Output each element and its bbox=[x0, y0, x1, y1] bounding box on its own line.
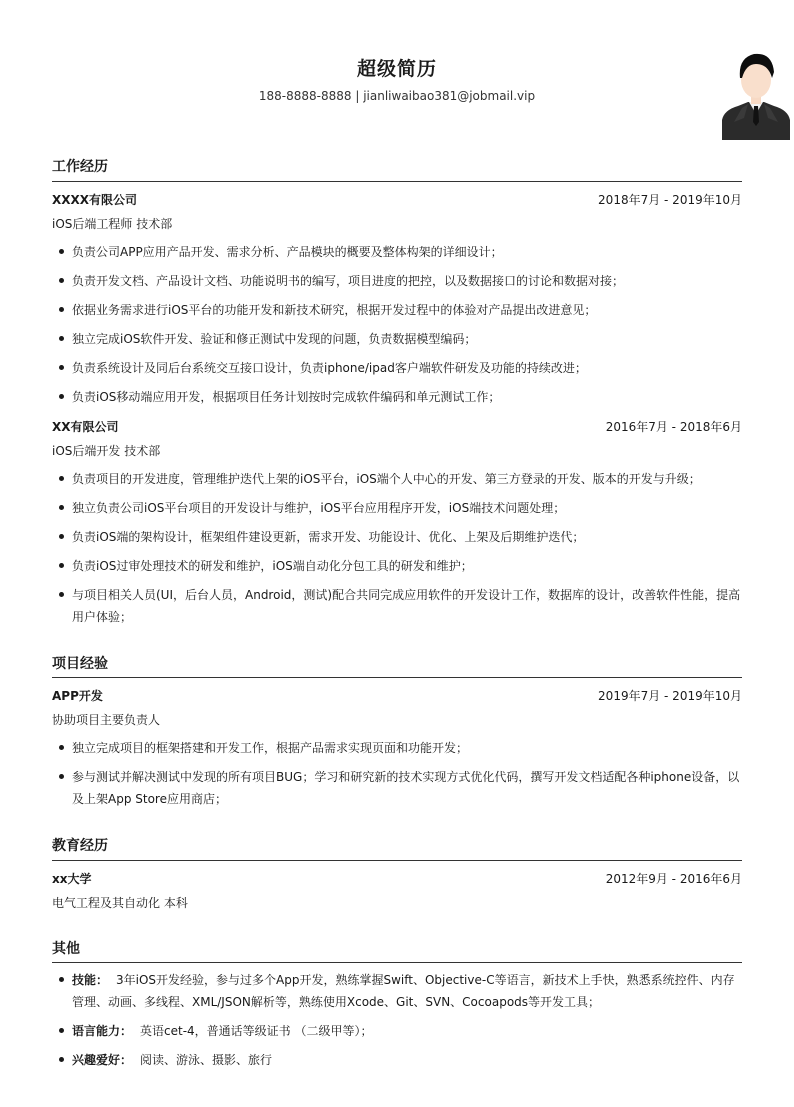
project-role: 协助项目主要负责人 bbox=[52, 713, 161, 727]
section-divider bbox=[52, 860, 742, 861]
list-item: 依据业务需求进行iOS平台的功能开发和新技术研究，根据开发过程中的体验对产品提出改进意见； bbox=[72, 299, 742, 321]
section-title-other: 其他 bbox=[52, 941, 80, 957]
section-divider bbox=[52, 962, 742, 963]
section-title-work: 工作经历 bbox=[52, 159, 108, 175]
item-text: 英语cet-4，普通话等级证书 （二级甲等）； bbox=[140, 1024, 373, 1038]
section-divider bbox=[52, 181, 742, 182]
school-name: xx大学 bbox=[52, 872, 92, 886]
list-item: 独立完成iOS软件开发、验证和修正测试中发现的问题，负责数据模型编码； bbox=[72, 328, 742, 350]
company-name: XX有限公司 bbox=[52, 420, 119, 434]
project-period: 2019年7月 - 2019年10月 bbox=[598, 689, 742, 703]
major-degree: 电气工程及其自动化 本科 bbox=[52, 896, 188, 910]
list-item: 与项目相关人员(UI，后台人员，Android，测试)配合共同完成应用软件的开发设计工作，数据库的设计，改善软件性能，提高用户体验； bbox=[72, 584, 742, 628]
list-item: 负责iOS移动端应用开发，根据项目任务计划按时完成软件编码和单元测试工作； bbox=[72, 386, 742, 408]
job-period: 2018年7月 - 2019年10月 bbox=[598, 193, 742, 207]
list-item: 负责iOS端的架构设计，框架组件建设更新，需求开发、功能设计、优化、上架及后期维护迭代； bbox=[72, 526, 742, 548]
list-item: 独立负责公司iOS平台项目的开发设计与维护，iOS平台应用程序开发，iOS端技术问题处理； bbox=[72, 497, 742, 519]
list-item bbox=[72, 969, 742, 1013]
list-item: 负责iOS过审处理技术的研发和维护，iOS端自动化分包工具的研发和维护； bbox=[72, 555, 742, 577]
list-item: 独立完成项目的框架搭建和开发工作，根据产品需求实现页面和功能开发； bbox=[72, 737, 742, 759]
list-item: 负责系统设计及同后台系统交互接口设计，负责iphone/ipad客户端软件研发及功能的持续改进； bbox=[72, 357, 742, 379]
resume-name: 超级简历 bbox=[356, 58, 437, 80]
company-name: XXXX有限公司 bbox=[52, 193, 138, 207]
list-item bbox=[72, 1049, 742, 1071]
avatar-photo bbox=[722, 48, 790, 140]
list-item: 负责项目的开发进度，管理维护迭代上架的iOS平台，iOS端个人中心的开发、第三方登录的开发、版本的开发与升级； bbox=[72, 468, 742, 490]
section-title-projects: 项目经验 bbox=[52, 656, 108, 672]
job-role: iOS后端开发 技术部 bbox=[52, 444, 161, 458]
job-role: iOS后端工程师 技术部 bbox=[52, 217, 173, 231]
project-name: APP开发 bbox=[52, 689, 103, 703]
item-label: 技能： bbox=[72, 973, 109, 987]
item-label: 兴趣爱好： bbox=[72, 1053, 133, 1067]
item-text: 3年iOS开发经验，参与过多个App开发，熟练掌握Swift、Objective-C等语言，新技术上手快，熟悉系统控件、内存管理、动画、多线程、XML/JSON解析等，熟练使用Xcode、Git、SVN、Cocoapods等开发工具； bbox=[72, 973, 735, 1009]
education-period: 2012年9月 - 2016年6月 bbox=[605, 872, 742, 886]
list-item: 参与测试并解决测试中发现的所有项目BUG；学习和研究新的技术实现方式优化代码，撰写开发文档适配各种iphone设备，以及上架App Store应用商店； bbox=[72, 766, 742, 810]
section-title-education: 教育经历 bbox=[52, 838, 108, 854]
list-item: 负责公司APP应用产品开发、需求分析、产品模块的概要及整体构架的详细设计； bbox=[72, 241, 742, 263]
job-period: 2016年7月 - 2018年6月 bbox=[605, 420, 742, 434]
contact-info: 188-8888-8888 | jianliwaibao381@jobmail.vip bbox=[258, 89, 536, 103]
section-divider bbox=[52, 677, 742, 678]
list-item bbox=[72, 1020, 742, 1042]
list-item: 负责开发文档、产品设计文档、功能说明书的编写，项目进度的把控，以及数据接口的讨论和数据对接； bbox=[72, 270, 742, 292]
item-label: 语言能力： bbox=[72, 1024, 133, 1038]
item-text: 阅读、游泳、摄影、旅行 bbox=[140, 1053, 273, 1067]
